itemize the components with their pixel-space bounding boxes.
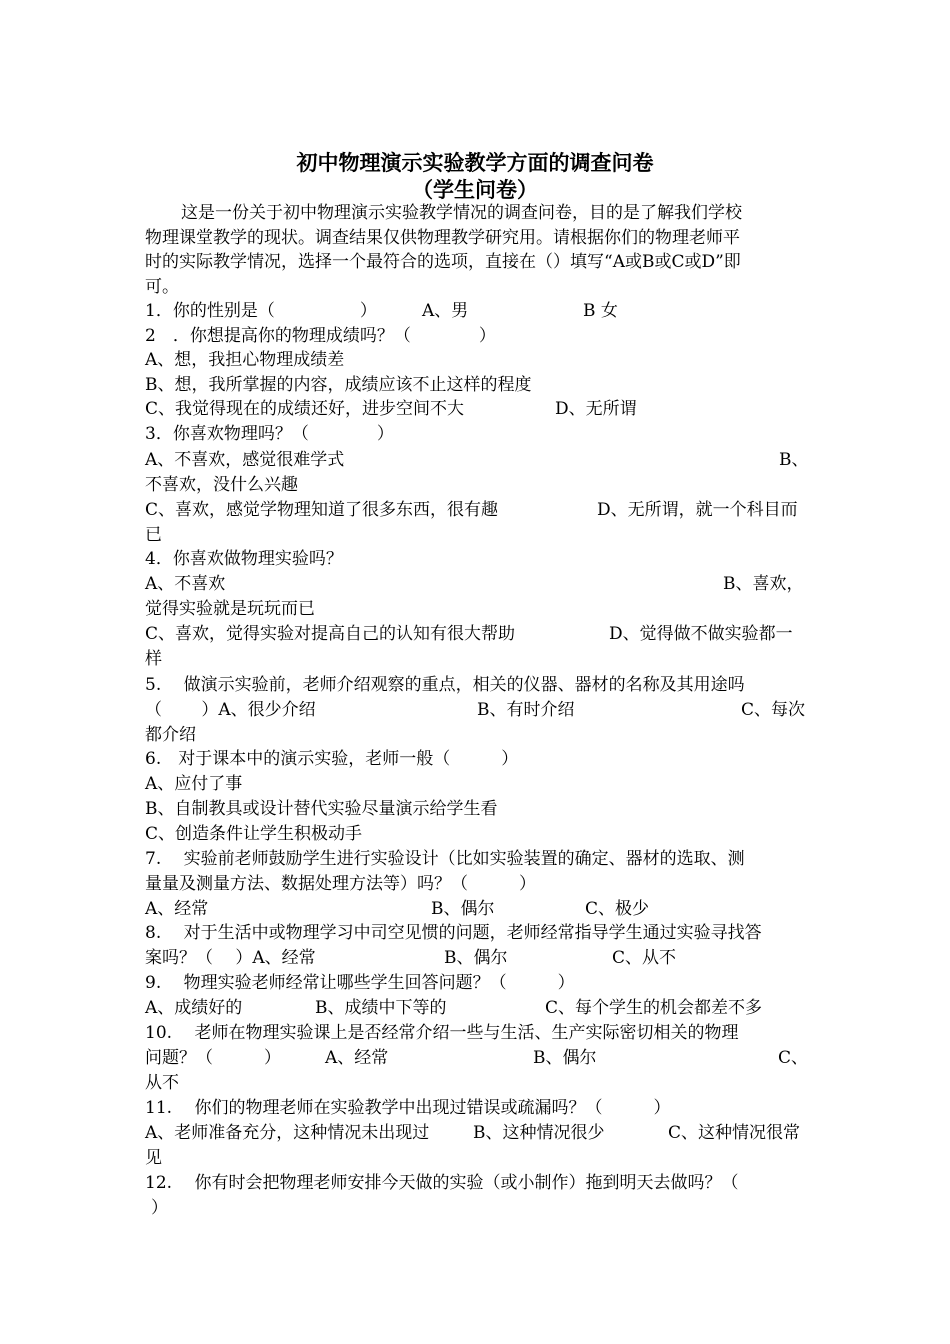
- question-9-options: [145, 996, 810, 1020]
- text-segment: A、成绩好的: [145, 998, 243, 1018]
- text-segment: 已: [145, 525, 162, 545]
- question-1: [145, 299, 810, 323]
- intro-line-4: [145, 275, 810, 299]
- text-segment: A、想，我担心物理成绩差: [145, 350, 345, 370]
- text-segment: B、偶尔: [444, 948, 508, 968]
- question-8-cont: [145, 946, 810, 970]
- text-segment: 1．你的性别是（ ）: [145, 301, 377, 321]
- text-segment: 3．你喜欢物理吗？（ ）: [145, 424, 394, 444]
- text-segment: C、我觉得现在的成绩还好，进步空间不大: [145, 399, 465, 419]
- text-segment: C、创造条件让学生积极动手: [145, 824, 363, 844]
- option-b-cont: [145, 473, 810, 497]
- option-c-cont: [145, 723, 810, 747]
- question-10: [145, 1021, 810, 1045]
- text-segment: 2 ．你想提高你的物理成绩吗？（ ）: [145, 326, 496, 346]
- intro-line-2: [145, 226, 810, 250]
- question-12: [145, 1171, 810, 1195]
- intro-line-3: [145, 250, 810, 274]
- text-segment: B、: [779, 450, 809, 470]
- text-segment: A、经常: [145, 899, 209, 919]
- text-segment: A、不喜欢，感觉很难学式: [145, 450, 345, 470]
- question-11-options: [145, 1121, 810, 1145]
- question-7: [145, 847, 810, 871]
- text-segment: A、应付了事: [145, 774, 243, 794]
- text-segment: B、有时介绍: [477, 700, 575, 720]
- option-a: A、男: [422, 301, 469, 321]
- text-segment: 见: [145, 1148, 162, 1168]
- option-d-cont: [145, 523, 810, 547]
- text-segment: C、极少: [585, 899, 650, 919]
- text-segment: 这是一份关于初中物理演示实验教学情况的调查问卷，目的是了解我们学校: [181, 203, 742, 223]
- text-segment: D、觉得做不做实验都一: [609, 624, 793, 644]
- text-segment: D、无所谓: [555, 399, 637, 419]
- text-segment: 时的实际教学情况，选择一个最符合的选项，直接在（）填写“A或B或C或D”即: [145, 252, 741, 272]
- text-segment: ）: [151, 1198, 168, 1218]
- text-segment: 不喜欢，没什么兴趣: [145, 475, 298, 495]
- option-a: [145, 348, 810, 372]
- text-segment: B、偶尔: [533, 1048, 597, 1068]
- text-segment: 问题？（ ）: [145, 1048, 281, 1068]
- question-6: [145, 747, 810, 771]
- text-segment: C、喜欢，觉得实验对提高自己的认知有很大帮助: [145, 624, 516, 644]
- option-c-cont: [145, 1146, 810, 1170]
- text-segment: B、想，我所掌握的内容，成绩应该不止这样的程度: [145, 375, 532, 395]
- text-segment: B、自制教具或设计替代实验尽量演示给学生看: [145, 799, 498, 819]
- page-subtitle: （学生问卷）: [412, 178, 538, 202]
- question-8: [145, 921, 810, 945]
- text-segment: 量量及测量方法、数据处理方法等）吗？（ ）: [145, 874, 536, 894]
- text-segment: 觉得实验就是玩玩而已: [145, 599, 315, 619]
- text-segment: 从不: [145, 1073, 179, 1093]
- text-segment: 6. 对于课本中的演示实验，老师一般（ ）: [145, 749, 519, 769]
- question-10-cont: [145, 1046, 810, 1070]
- question-2: [145, 324, 810, 348]
- text-segment: 10. 老师在物理实验课上是否经常介绍一些与生活、生产实际密切相关的物理: [145, 1023, 739, 1043]
- text-segment: C、每个学生的机会都差不多: [545, 998, 763, 1018]
- text-segment: C、从不: [612, 948, 677, 968]
- text-segment: C、: [778, 1048, 809, 1068]
- option-b-cont: [145, 597, 810, 621]
- option-a: [145, 772, 810, 796]
- option-b: B 女: [583, 301, 618, 321]
- text-segment: B、成绩中下等的: [315, 998, 447, 1018]
- text-segment: A、老师准备充分，这种情况未出现过: [145, 1123, 430, 1143]
- options-c-d: [145, 397, 810, 421]
- option-b: [145, 797, 810, 821]
- text-segment: 案吗？（ ）A、经常: [145, 948, 316, 968]
- option-c: [145, 822, 810, 846]
- question-11: [145, 1096, 810, 1120]
- question-12-cont: [145, 1196, 810, 1220]
- options-a-b: [145, 572, 810, 596]
- text-segment: 7. 实验前老师鼓励学生进行实验设计（比如实验装置的确定、器材的选取、测: [145, 849, 745, 869]
- text-segment: C、喜欢，感觉学物理知道了很多东西，很有趣: [145, 500, 499, 520]
- text-segment: B、偶尔: [431, 899, 495, 919]
- options-c-d: [145, 622, 810, 646]
- text-segment: 可。: [145, 277, 179, 297]
- text-segment: 9. 物理实验老师经常让哪些学生回答问题？（ ）: [145, 973, 575, 993]
- text-segment: 12. 你有时会把物理老师安排今天做的实验（或小制作）拖到明天去做吗？（: [145, 1173, 739, 1193]
- question-5-options: [145, 698, 810, 722]
- text-segment: D、无所谓，就一个科目而: [597, 500, 798, 520]
- option-c-cont: [145, 1071, 810, 1095]
- question-9: [145, 971, 810, 995]
- text-segment: 样: [145, 649, 162, 669]
- text-segment: C、每次: [741, 700, 806, 720]
- text-segment: 物理课堂教学的现状。调查结果仅供物理教学研究用。请根据你们的物理老师平: [145, 228, 740, 248]
- question-7-options: [145, 897, 810, 921]
- options-a-b: [145, 448, 810, 472]
- question-7-cont: [145, 872, 810, 896]
- text-segment: （ ）A、很少介绍: [145, 700, 316, 720]
- text-segment: 11. 你们的物理老师在实验教学中出现过错误或疏漏吗？（ ）: [145, 1098, 671, 1118]
- text-segment: 5. 做演示实验前，老师介绍观察的重点，相关的仪器、器材的名称及其用途吗: [145, 675, 745, 695]
- text-segment: B、喜欢，: [723, 574, 804, 594]
- intro-line-1: [145, 201, 810, 225]
- page-title: 初中物理演示实验教学方面的调查问卷: [296, 151, 654, 175]
- text-segment: 都介绍: [145, 725, 196, 745]
- text-segment: 4．你喜欢做物理实验吗？: [145, 549, 343, 569]
- question-3: [145, 422, 810, 446]
- question-5: [145, 673, 810, 697]
- text-segment: C、这种情况很常: [668, 1123, 801, 1143]
- text-segment: A、经常: [325, 1048, 389, 1068]
- text-segment: 8. 对于生活中或物理学习中司空见惯的问题，老师经常指导学生通过实验寻找答: [145, 923, 762, 943]
- option-d-cont: [145, 647, 810, 671]
- question-4: [145, 547, 810, 571]
- text-segment: B、这种情况很少: [473, 1123, 605, 1143]
- options-c-d: [145, 498, 810, 522]
- text-segment: A、不喜欢: [145, 574, 226, 594]
- option-b: [145, 373, 810, 397]
